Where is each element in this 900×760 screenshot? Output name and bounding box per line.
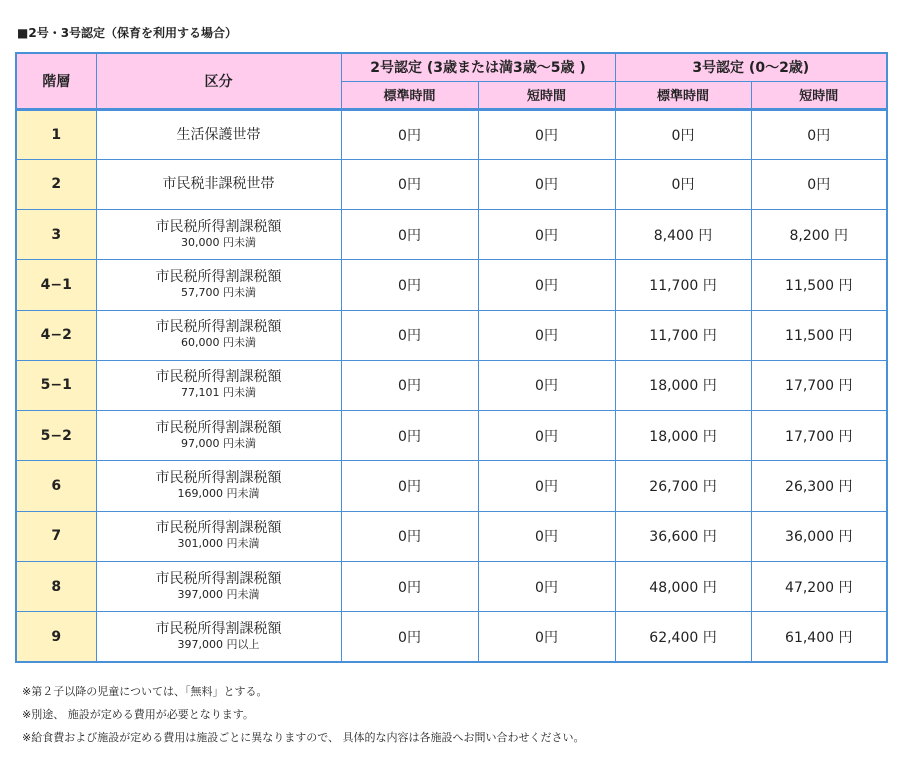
tier-cell: 1	[16, 109, 96, 159]
category-cell	[96, 260, 341, 310]
table-row	[16, 561, 887, 611]
category-label: 市民税所得割課税額	[155, 268, 282, 285]
category-label: 生活保護世帯	[176, 126, 261, 143]
page-title: ■2号・3号認定（保育を利用する場合）	[17, 26, 238, 40]
g2-standard-fee: 0円	[341, 511, 478, 561]
g2-short-fee: 0円	[478, 310, 615, 360]
tier-cell: 5−1	[16, 360, 96, 410]
table-row	[16, 210, 887, 260]
note-item: ※第２子以降の児童については、「無料」とする。	[22, 685, 268, 698]
header-g2-short: 短時間	[478, 81, 615, 109]
category-label: 市民税所得割課税額	[155, 319, 282, 336]
income-condition: 397,000 円以上	[177, 637, 260, 651]
g3-standard-fee: 8,400 円	[615, 210, 751, 260]
income-condition: 30,000 円未満	[181, 235, 256, 249]
category-cell	[96, 411, 341, 461]
category-label: 市民税所得割課税額	[155, 520, 282, 537]
income-condition: 60,000 円未満	[181, 336, 256, 350]
header-tier: 階層	[16, 53, 96, 109]
fee-table	[15, 52, 888, 663]
g3-short-fee: 17,700 円	[751, 360, 887, 410]
category-label: 市民税所得割課税額	[155, 620, 282, 637]
table-row	[16, 411, 887, 461]
income-condition: 97,000 円未満	[181, 436, 256, 450]
table-row	[16, 360, 887, 410]
g2-short-fee: 0円	[478, 159, 615, 209]
category-cell	[96, 210, 341, 260]
table-row	[16, 461, 887, 511]
tier-cell: 8	[16, 561, 96, 611]
g3-short-fee: 8,200 円	[751, 210, 887, 260]
g3-short-fee: 26,300 円	[751, 461, 887, 511]
note-item: ※別途、 施設が定める費用が必要となります。	[22, 708, 254, 721]
g3-short-fee: 11,500 円	[751, 310, 887, 360]
income-condition: 397,000 円未満	[177, 587, 260, 601]
notes	[22, 680, 585, 749]
category-label: 市民税所得割課税額	[155, 369, 282, 386]
g3-short-fee: 0円	[751, 159, 887, 209]
tier-cell: 4−2	[16, 310, 96, 360]
category-label: 市民税所得割課税額	[155, 218, 282, 235]
header-row-main	[16, 53, 887, 81]
header-g3-standard: 標準時間	[615, 81, 751, 109]
g2-short-fee: 0円	[478, 260, 615, 310]
category-cell	[96, 109, 341, 159]
category-cell	[96, 561, 341, 611]
category-cell	[96, 360, 341, 410]
tier-cell: 9	[16, 612, 96, 662]
header-group-3: 3号認定 (0～2歳)	[615, 53, 887, 81]
g2-short-fee: 0円	[478, 561, 615, 611]
g2-standard-fee: 0円	[341, 411, 478, 461]
income-condition: 169,000 円未満	[177, 486, 260, 500]
g2-short-fee: 0円	[478, 360, 615, 410]
g3-short-fee: 0円	[751, 109, 887, 159]
table-row	[16, 260, 887, 310]
g3-short-fee: 17,700 円	[751, 411, 887, 461]
g2-short-fee: 0円	[478, 612, 615, 662]
category-label: 市民税所得割課税額	[155, 419, 282, 436]
tier-cell: 2	[16, 159, 96, 209]
category-label: 市民税所得割課税額	[155, 570, 282, 587]
category-cell	[96, 159, 341, 209]
g2-short-fee: 0円	[478, 210, 615, 260]
header-g3-short: 短時間	[751, 81, 887, 109]
g2-standard-fee: 0円	[341, 612, 478, 662]
g2-short-fee: 0円	[478, 511, 615, 561]
table-row	[16, 511, 887, 561]
g3-standard-fee: 11,700 円	[615, 310, 751, 360]
g2-standard-fee: 0円	[341, 561, 478, 611]
g2-short-fee: 0円	[478, 411, 615, 461]
income-condition: 301,000 円未満	[177, 537, 260, 551]
g2-short-fee: 0円	[478, 109, 615, 159]
income-condition: 77,101 円未満	[181, 386, 256, 400]
g2-standard-fee: 0円	[341, 159, 478, 209]
table-row	[16, 109, 887, 159]
g3-standard-fee: 0円	[615, 109, 751, 159]
g2-standard-fee: 0円	[341, 310, 478, 360]
header-g2-standard: 標準時間	[341, 81, 478, 109]
header-group-2: 2号認定 (3歳または満3歳～5歳 )	[341, 53, 615, 81]
g3-short-fee: 47,200 円	[751, 561, 887, 611]
g3-short-fee: 61,400 円	[751, 612, 887, 662]
g3-standard-fee: 18,000 円	[615, 411, 751, 461]
table-row	[16, 310, 887, 360]
g3-standard-fee: 18,000 円	[615, 360, 751, 410]
tier-cell: 4−1	[16, 260, 96, 310]
g3-standard-fee: 62,400 円	[615, 612, 751, 662]
g2-short-fee: 0円	[478, 461, 615, 511]
income-condition: 57,700 円未満	[181, 285, 256, 299]
g2-standard-fee: 0円	[341, 360, 478, 410]
category-label: 市民税非課税世帯	[162, 176, 275, 193]
g2-standard-fee: 0円	[341, 109, 478, 159]
tier-cell: 5−2	[16, 411, 96, 461]
note-item: ※給食費および施設が定める費用は施設ごとに異なりますので、 具体的な内容は各施設へお問い合わせください。	[22, 731, 585, 744]
g3-standard-fee: 11,700 円	[615, 260, 751, 310]
header-category: 区分	[96, 53, 341, 109]
category-cell	[96, 461, 341, 511]
g3-standard-fee: 36,600 円	[615, 511, 751, 561]
tier-cell: 3	[16, 210, 96, 260]
g3-standard-fee: 26,700 円	[615, 461, 751, 511]
tier-cell: 6	[16, 461, 96, 511]
g2-standard-fee: 0円	[341, 210, 478, 260]
table-row	[16, 159, 887, 209]
g2-standard-fee: 0円	[341, 260, 478, 310]
g3-short-fee: 36,000 円	[751, 511, 887, 561]
g3-standard-fee: 0円	[615, 159, 751, 209]
tier-cell: 7	[16, 511, 96, 561]
g3-short-fee: 11,500 円	[751, 260, 887, 310]
category-label: 市民税所得割課税額	[155, 469, 282, 486]
category-cell	[96, 310, 341, 360]
g2-standard-fee: 0円	[341, 461, 478, 511]
category-cell	[96, 511, 341, 561]
g3-standard-fee: 48,000 円	[615, 561, 751, 611]
table-row	[16, 612, 887, 662]
category-cell	[96, 612, 341, 662]
